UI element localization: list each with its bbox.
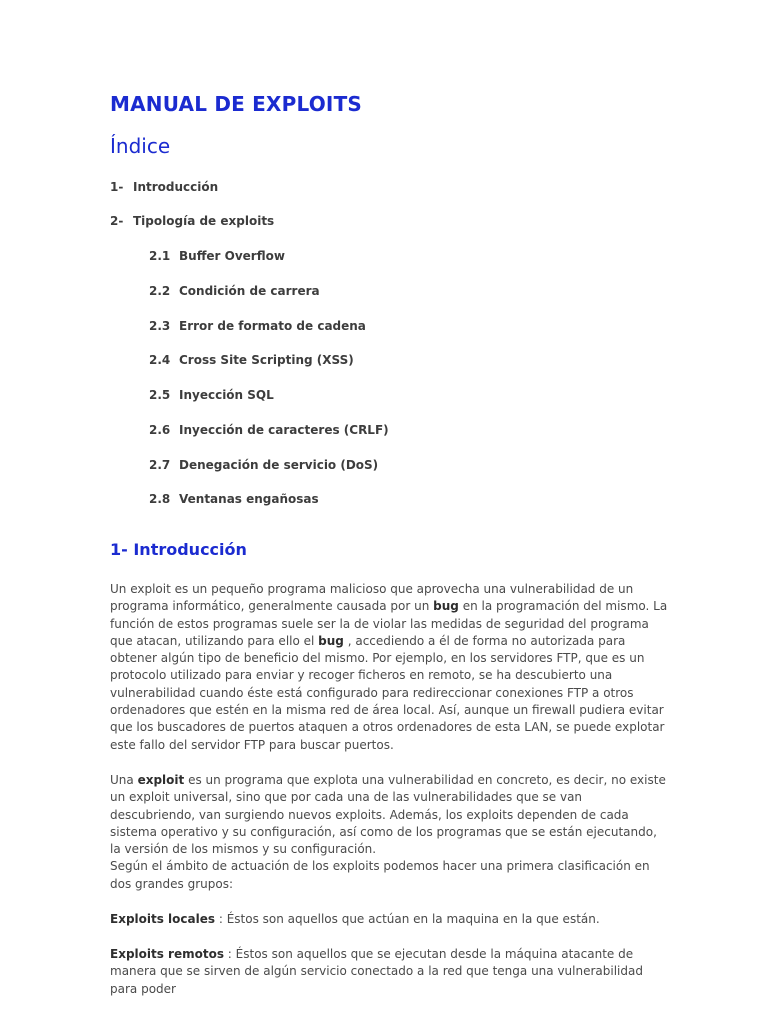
toc-label: Ventanas engañosas — [179, 492, 319, 506]
toc-subitem-ventanas — [149, 492, 319, 506]
paragraph-text: Según el ámbito de actuación de los exploits podemos hacer una primera clasificación en dos grandes grupos: — [110, 859, 650, 891]
toc-subitem-sql — [149, 388, 274, 402]
paragraph-text: en la programación del mismo. La función de estos programas suele ser la de violar las medidas de seguridad del programa que atacan, utilizando para ello el — [110, 599, 668, 648]
paragraph-text: Una — [110, 773, 138, 787]
bold-term: bug — [433, 599, 459, 614]
toc-subitem-condicion-carrera — [149, 284, 320, 298]
paragraph-text: , accediendo a él de forma no autorizada para obtener algún tipo de beneficio del mismo. Por ejemplo, en los servidores FTP, que es un protocolo utilizado para enviar y recoger ficheros en remoto, se ha descubierto una vulnerabilidad cuando éste está configurado para redireccionar conexiones FTP a otros ordenadores que estén en la misma red de área local. Así, aunque un firewall pudiera evitar que los buscadores de puertos ataquen a otros ordenadores de esta LAN, se puede explotar este fallo del servidor FTP para buscar puertos. — [110, 633, 665, 752]
document-title: MANUAL DE EXPLOITS — [110, 92, 363, 116]
paragraph-text: : Éstos son aquellos que actúan en la maquina en la que están. — [215, 912, 600, 926]
toc-label: Introducción — [133, 180, 219, 194]
toc-number: 2.8 — [149, 492, 171, 506]
toc-label: Condición de carrera — [179, 284, 320, 298]
toc-label: Cross Site Scripting (XSS) — [179, 353, 354, 367]
toc-number: 1- — [110, 180, 124, 194]
bold-term: exploit — [137, 773, 185, 787]
toc-subitem-dos — [149, 458, 378, 472]
toc-subitem-buffer-overflow — [149, 249, 285, 263]
toc-number: 2.2 — [149, 284, 171, 298]
toc-label: Denegación de servicio (DoS) — [179, 458, 379, 472]
toc-subitem-xss — [149, 353, 354, 367]
bold-term: bug — [318, 633, 344, 648]
paragraph-exploits-locales — [110, 911, 670, 928]
toc-number: 2.6 — [149, 423, 171, 437]
toc-subitem-formato-cadena — [149, 319, 366, 333]
bold-term: Exploits remotos — [110, 947, 224, 961]
paragraph-exploits-remotos — [110, 946, 670, 998]
toc-number: 2.5 — [149, 388, 171, 402]
paragraph-text: es un programa que explota una vulnerabilidad en concreto, es decir, no existe un exploit universal, sino que por cada una de las vulnerabilidades que se van descubriendo, van surgiendo nuevos exploits. Además, los exploits dependen de cada sistema operativo y su configuración, así como de los programas que se están ejecutando, la versión de los mismos y su configuración. — [110, 773, 666, 857]
toc-number: 2- — [110, 214, 124, 228]
toc-item-introduccion — [110, 180, 218, 194]
toc-subitem-crlf — [149, 423, 389, 437]
toc-number: 2.7 — [149, 458, 171, 472]
toc-label: Inyección de caracteres (CRLF) — [179, 423, 389, 437]
index-heading: Índice — [110, 134, 171, 158]
toc-item-tipologia — [110, 214, 274, 228]
toc-label: Error de formato de cadena — [179, 319, 366, 333]
paragraph-intro — [110, 581, 670, 754]
paragraph-text: Un exploit es un pequeño programa malicioso que aprovecha una vulnerabilidad de un programa informático, generalmente causada por un — [110, 582, 634, 614]
paragraph-exploit-definition — [110, 772, 670, 893]
toc-label: Buffer Overflow — [179, 249, 285, 263]
section-heading-introduccion: 1- Introducción — [110, 540, 247, 559]
toc-number: 2.1 — [149, 249, 171, 263]
toc-number: 2.4 — [149, 353, 171, 367]
toc-label: Tipología de exploits — [133, 214, 275, 228]
toc-number: 2.3 — [149, 319, 171, 333]
paragraph-text: : Éstos son aquellos que se ejecutan desde la máquina atacante de manera que se sirven de algún servicio conectado a la red que tenga una vulnerabilidad para poder — [110, 947, 643, 996]
bold-term: Exploits locales — [110, 912, 216, 926]
toc-label: Inyección SQL — [179, 388, 274, 402]
